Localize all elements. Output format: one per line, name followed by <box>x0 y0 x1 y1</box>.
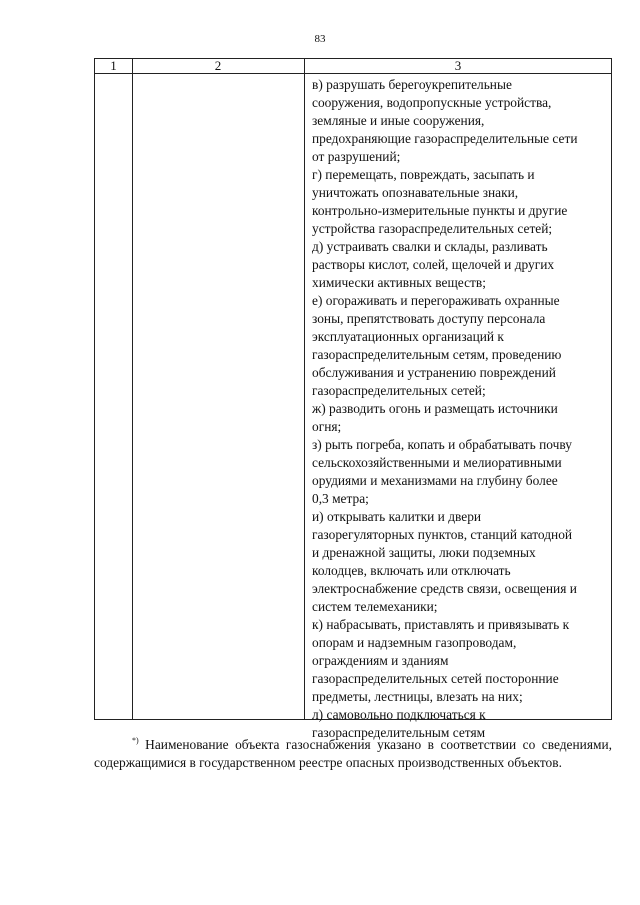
table-line: газораспределительных сетей посторонние <box>312 671 559 686</box>
table-line: ограждениям и зданиям <box>312 653 449 668</box>
column-divider-1 <box>132 59 133 719</box>
table-line: предохраняющие газораспределительные сети <box>312 131 578 146</box>
table-line: 0,3 метра; <box>312 491 369 506</box>
table-line: ж) разводить огонь и размещать источники <box>312 401 558 416</box>
table-line: д) устраивать свалки и склады, разливать <box>312 239 548 254</box>
table-line: и дренажной защиты, люки подземных <box>312 545 536 560</box>
table-line: обслуживания и устранению повреждений <box>312 365 556 380</box>
table-line: химически активных веществ; <box>312 275 486 290</box>
table-line: л) самовольно подключаться к <box>312 707 486 722</box>
table-line: г) перемещать, повреждать, засыпать и <box>312 167 535 182</box>
table-line: зоны, препятствовать доступу персонала <box>312 311 546 326</box>
table-line: систем телемеханики; <box>312 599 438 614</box>
table-line: и) открывать калитки и двери <box>312 509 482 524</box>
table-line: колодцев, включать или отключать <box>312 563 511 578</box>
page-number: 83 <box>314 33 326 45</box>
table-line: газораспределительных сетей; <box>312 383 486 398</box>
table-line: эксплуатационных организаций к <box>312 329 504 344</box>
column-header-1: 1 <box>110 58 117 73</box>
table-line: электроснабжение средств связи, освещения и <box>312 581 577 596</box>
table-line: сельскохозяйственными и мелиоративными <box>312 455 562 470</box>
table-line: контрольно-измерительные пункты и другие <box>312 203 568 218</box>
regulation-table <box>94 58 612 740</box>
table-line: з) рыть погреба, копать и обрабатывать почву <box>312 437 572 452</box>
table-line: уничтожать опознавательные знаки, <box>312 185 519 200</box>
table-line: растворы кислот, солей, щелочей и других <box>312 257 555 272</box>
column-header-3: 3 <box>454 58 462 73</box>
column-header-2: 2 <box>214 58 222 73</box>
column-3-text <box>312 76 610 742</box>
table-line: газорегуляторных пунктов, станций катодной <box>312 527 573 542</box>
table-line: в) разрушать берегоукрепительные <box>312 77 512 92</box>
footnote-marker: *) <box>132 736 139 745</box>
table-line: сооружения, водопропускные устройства, <box>312 95 552 110</box>
table-line: к) набрасывать, приставлять и привязывать к <box>312 617 570 632</box>
table-line: опорам и надземным газопроводам, <box>312 635 517 650</box>
column-divider-2 <box>304 59 305 719</box>
table-line: орудиями и механизмами на глубину более <box>312 473 558 488</box>
header-divider <box>95 73 611 74</box>
table-line: огня; <box>312 419 342 434</box>
table-line: предметы, лестницы, влезать на них; <box>312 689 523 704</box>
footnote-text: Наименование объекта газоснабжения указано в соответствии со сведениями, содержащимися в государственном реестре опасных производственных объектов. <box>94 737 612 770</box>
table-line: е) огораживать и перегораживать охранные <box>312 293 560 308</box>
footnote <box>94 736 612 772</box>
table-line: газораспределительным сетям <box>312 725 486 740</box>
table-line: от разрушений; <box>312 149 401 164</box>
table-line: земляные и иные сооружения, <box>312 113 485 128</box>
table-line: газораспределительным сетям, проведению <box>312 347 562 362</box>
table-line: устройства газораспределительных сетей; <box>312 221 553 236</box>
